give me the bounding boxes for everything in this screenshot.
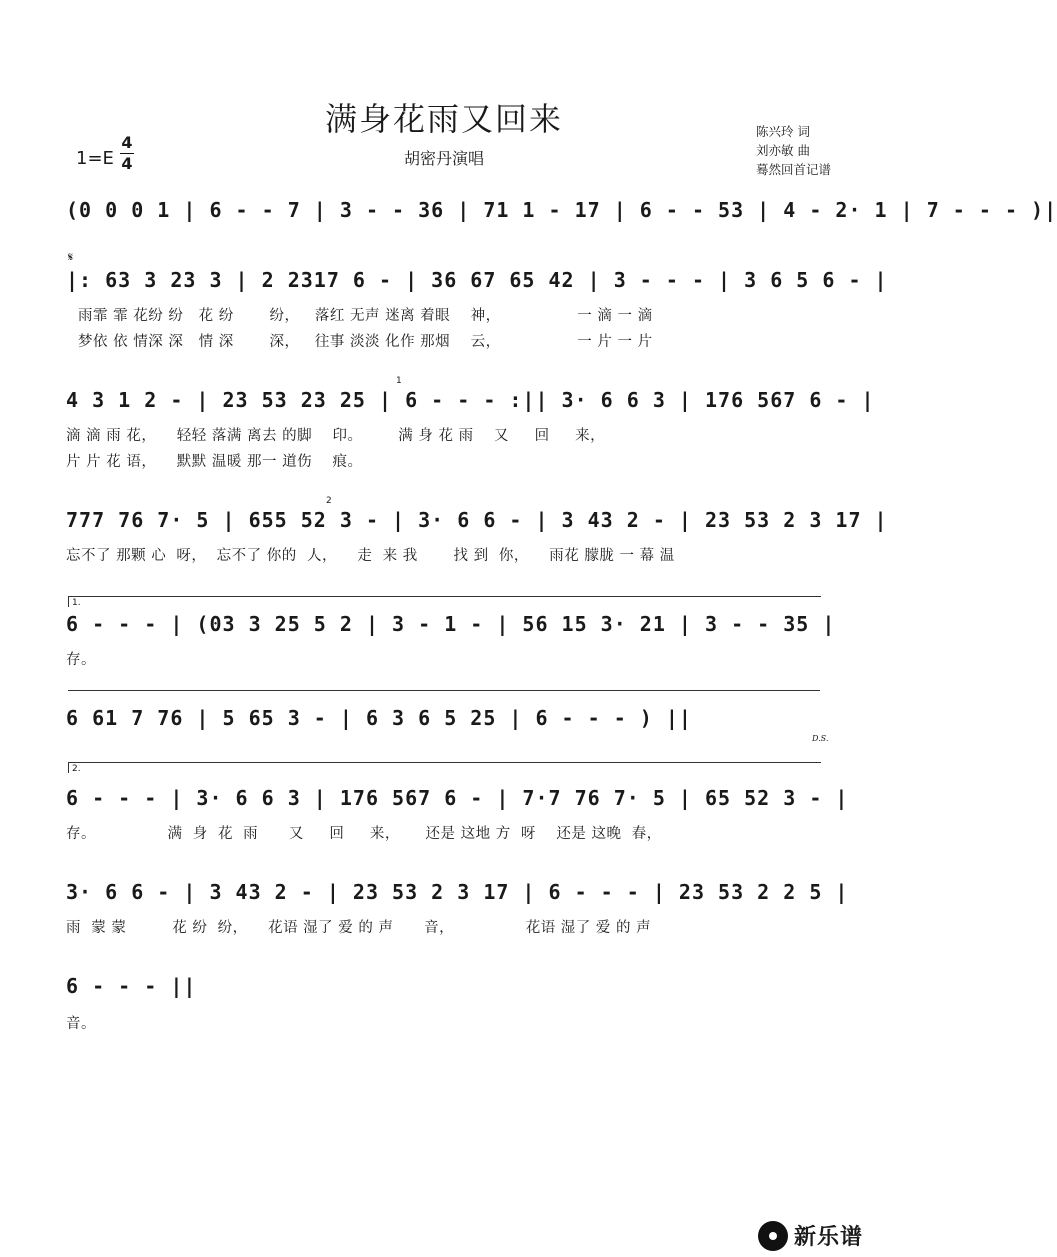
performer: 胡密丹演唱 [403,149,484,168]
score-line: 4 3 1 2 - | 23 53 23 25 | 6 - - - :|| 3· 6 6 3 | 176 567 6 - | [66,388,875,412]
time-signature [120,134,134,173]
volta-continuation [68,690,820,691]
score-line: 6 - - - || [66,974,197,998]
lyricist: 陈兴玲 词 [756,124,810,139]
volta-label: 2. [72,764,81,774]
key-signature: 1=E [76,148,114,169]
lyric-line: 音。 [66,1016,96,1032]
dal-segno: D.S. [812,734,829,743]
page-title: 满身花雨又回来 [324,100,563,138]
lyric-line: 存。 满 身 花 雨 又 回 来， 还是 这地 方 呀 还是 这晚 春， [66,826,662,842]
lyric-line: 梦依 依 情深 深 情 深 深， 往事 淡淡 化作 那烟 云， 一 片 一 片 [78,334,653,350]
site-logo [758,1220,863,1251]
breath-mark: 2 [326,496,332,506]
time-signature-bottom: 4 [121,154,133,173]
score-line: 3· 6 6 - | 3 43 2 - | 23 53 2 3 17 | 6 - - - | 23 53 2 2 5 | [66,880,849,904]
lyric-line: 滴 滴 雨 花， 轻轻 落满 离去 的脚 印。 满 身 花 雨 又 回 来， [66,428,606,444]
score-line: 6 61 7 76 | 5 65 3 - | 6 3 6 5 25 | 6 - - - ) || [66,706,692,730]
logo-text: 新乐谱 [794,1225,864,1250]
score-line: 6 - - - | (03 3 25 5 2 | 3 - 1 - | 56 15 3· 21 | 3 - - 35 | [66,612,836,636]
breath-mark: 1 [396,376,402,386]
score-line: (0 0 0 1 | 6 - - 7 | 3 - - 36 | 71 1 - 17 | 6 - - 53 | 4 - 2· 1 | 7 - - - )| [66,198,1057,222]
transcriber: 蓦然回首记谱 [756,162,832,177]
lyric-line: 雨霏 霏 花纷 纷 花 纷 纷， 落红 无声 迷离 着眼 神， 一 滴 一 滴 [78,308,653,324]
volta-label: 1. [72,598,81,608]
time-signature-top: 4 [121,133,133,152]
vinyl-disc-icon [758,1221,788,1251]
lyric-line: 雨 蒙 蒙 花 纷 纷， 花语 湿了 爱 的 声 音， 花语 湿了 爱 的 声 [66,920,652,936]
lyric-line: 忘不了 那颗 心 呀， 忘不了 你的 人， 走 来 我 找 到 你， 雨花 朦胧 一 幕 温 [66,548,675,564]
volta-bracket-1 [68,596,821,607]
segno-icon: 𝄋 [68,250,74,264]
credits [756,122,831,179]
score-line: 6 - - - | 3· 6 6 3 | 176 567 6 - | 7·7 76 7· 5 | 65 52 3 - | [66,786,849,810]
score-line: |: 63 3 23 3 | 2 2317 6 - | 36 67 65 42 | 3 - - - | 3 6 5 6 - | [66,268,888,292]
lyric-line: 片 片 花 语， 默默 温暖 那一 道伤 痕。 [66,454,363,470]
volta-bracket-2 [68,762,821,773]
score-line: 777 76 7· 5 | 655 52 3 - | 3· 6 6 - | 3 43 2 - | 23 53 2 3 17 | [66,508,888,532]
lyric-line: 存。 [66,652,96,668]
composer: 刘亦敏 曲 [756,143,810,158]
